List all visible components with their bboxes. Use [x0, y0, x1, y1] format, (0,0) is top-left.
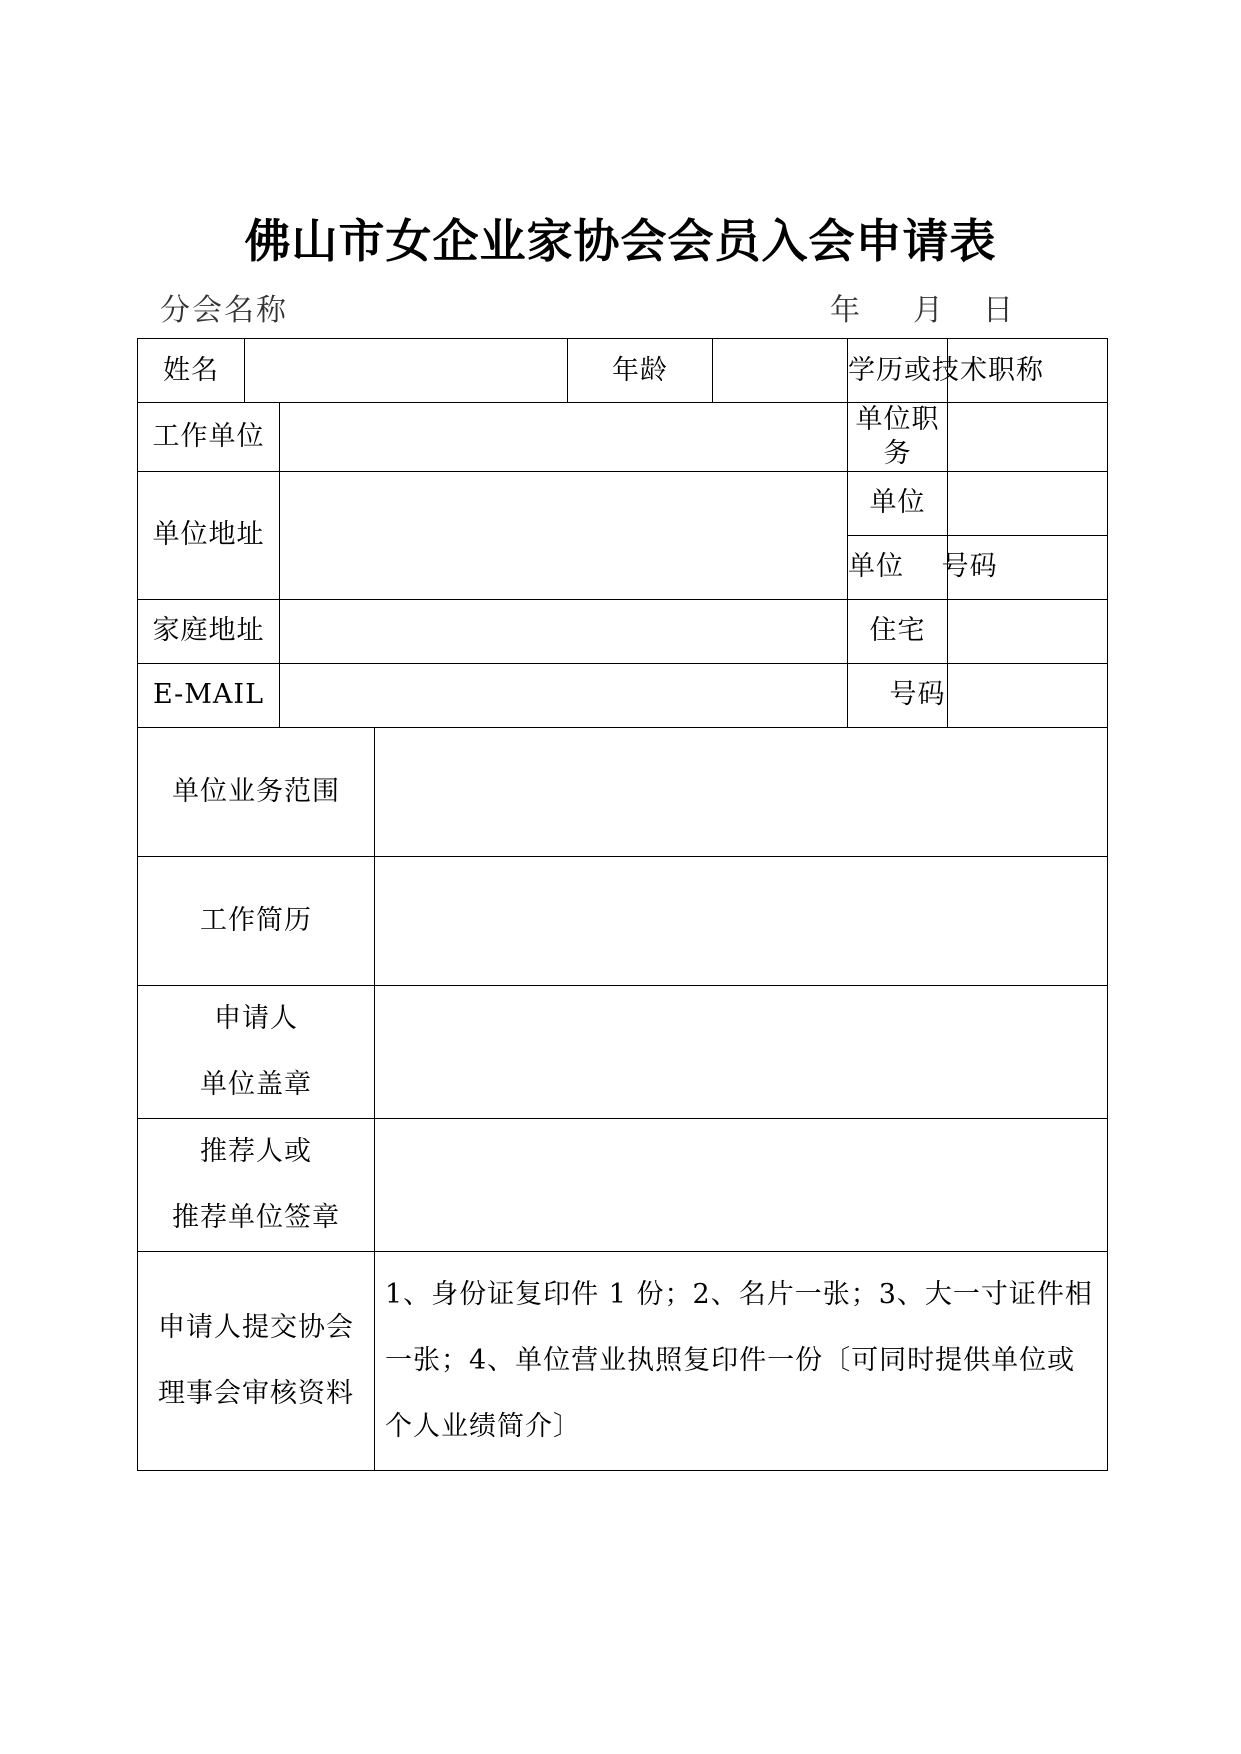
materials-label [138, 1251, 375, 1470]
number-label: 号码 [848, 663, 948, 727]
age-label: 年龄 [568, 339, 713, 403]
business-scope-label: 单位业务范围 [138, 727, 375, 856]
position-field[interactable] [948, 403, 1108, 472]
number-field[interactable] [948, 663, 1108, 727]
unit-address-field[interactable] [280, 471, 848, 599]
name-label: 姓名 [138, 339, 245, 403]
work-unit-label: 工作单位 [138, 403, 280, 472]
position-label: 单位职务 [848, 403, 948, 472]
resume-label: 工作简历 [138, 856, 375, 985]
date-day-label: 日 [983, 293, 1013, 328]
branch-name-label: 分会名称 [160, 293, 288, 328]
referrer-label-line1: 推荐人或 [200, 1135, 312, 1167]
date-year-label: 年 [830, 293, 860, 328]
unit-address-label: 单位地址 [138, 471, 280, 599]
applicant-label-line1: 申请人 [214, 1002, 298, 1034]
applicant-seal-field[interactable] [375, 985, 1108, 1118]
home-address-field[interactable] [280, 599, 848, 663]
unit-label: 单位 [848, 471, 948, 535]
name-field[interactable] [245, 339, 568, 403]
materials-label-line2: 理事会审核资料 [158, 1377, 354, 1409]
unit-number-label: 单位 号码 [848, 535, 948, 599]
email-field[interactable] [280, 663, 848, 727]
referrer-signature-label [138, 1118, 375, 1251]
email-label: E-MAIL [138, 663, 280, 727]
materials-label-line1: 申请人提交协会 [158, 1311, 354, 1343]
referrer-signature-field[interactable] [375, 1118, 1108, 1251]
resume-field[interactable] [375, 856, 1108, 985]
applicant-seal-label [138, 985, 375, 1118]
application-form-table [137, 338, 1108, 1471]
business-scope-field[interactable] [375, 727, 1108, 856]
materials-note: 1、身份证复印件 1 份；2、名片一张；3、大一寸证件相一张；4、单位营业执照复印件一份〔可同时提供单位或个人业绩简介〕 [375, 1251, 1108, 1470]
referrer-label-line2: 推荐单位签章 [172, 1201, 340, 1233]
home-address-label: 家庭地址 [138, 599, 280, 663]
applicant-label-line2: 单位盖章 [200, 1068, 312, 1100]
date-month-label: 月 [913, 293, 943, 328]
form-title: 佛山市女企业家协会会员入会申请表 [244, 214, 997, 268]
education-label: 学历或技术职称 [848, 339, 948, 403]
residence-label: 住宅 [848, 599, 948, 663]
residence-field[interactable] [948, 599, 1108, 663]
work-unit-field[interactable] [280, 403, 848, 472]
unit-field[interactable] [948, 471, 1108, 535]
age-field[interactable] [713, 339, 848, 403]
